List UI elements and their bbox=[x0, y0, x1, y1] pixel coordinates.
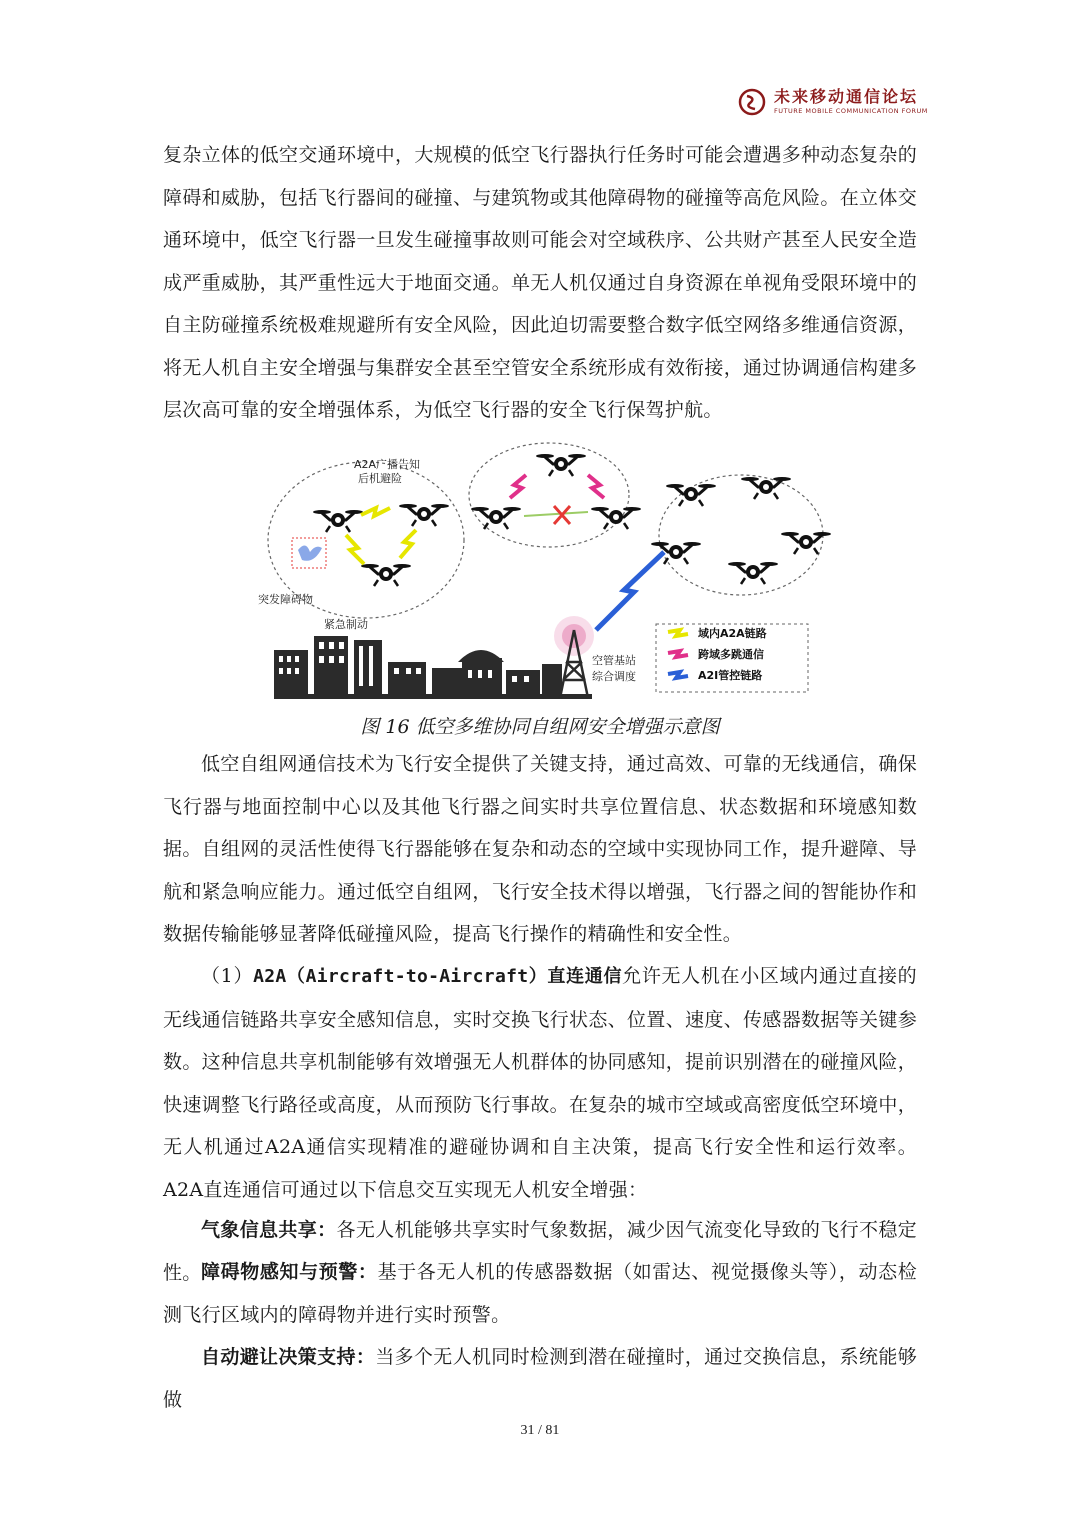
drone-icon bbox=[666, 484, 716, 506]
drone-icon bbox=[399, 504, 449, 526]
label-a2a: A2A广播告知 bbox=[354, 458, 421, 471]
term-a2a: A2A（Aircraft-to-Aircraft）直连通信 bbox=[253, 966, 623, 987]
a2i-link-icon bbox=[596, 552, 664, 630]
legend-a2a-label: 域内A2A链路 bbox=[698, 627, 767, 640]
page-number: 31 / 81 bbox=[520, 1423, 560, 1438]
link-broken-icon bbox=[554, 506, 570, 524]
multihop-link-icon bbox=[510, 475, 526, 498]
logo-title: 未来移动通信论坛 bbox=[774, 87, 919, 107]
paragraph-6 bbox=[163, 1336, 917, 1421]
broken-link-line bbox=[524, 512, 588, 516]
drone-icon bbox=[741, 477, 791, 499]
paragraph-rest: 各无人机能够共享实时气象数据，减少因气流变化导致的飞行不稳定性。 bbox=[163, 1219, 917, 1284]
drone-icon bbox=[781, 532, 831, 554]
a2a-link-icon bbox=[361, 508, 390, 516]
paragraph-text bbox=[163, 955, 917, 1211]
drone-icon bbox=[728, 562, 778, 584]
paragraph-rest: 允许无人机在小区域内通过直接的无线通信链路共享安全感知信息，实时交换飞行状态、位置、速度、传感器数据等关键参数。这种信息共享机制能够有效增强无人机群体的协同感知，提前识别潜在的碰撞风险，快速调整飞行路径或高度，从而预防飞行事故。在复杂的城市空域或高密度低空环境中，无人机通过A2A通信实现精准的避碰协调和自主决策，提高飞行安全性和运行效率。A2A直连通信可通过以下信息交互实现无人机安全增强： bbox=[163, 965, 917, 1201]
multihop-link-icon bbox=[588, 475, 604, 498]
legend-multihop-label: 跨域多跳通信 bbox=[698, 648, 764, 661]
label-station-1: 空管基站 bbox=[592, 654, 636, 667]
legend-a2i-icon bbox=[668, 672, 688, 678]
term-obstacle: 障碍物感知与预警： bbox=[201, 1261, 378, 1283]
list-number: （1） bbox=[201, 965, 254, 987]
city-skyline bbox=[274, 636, 562, 696]
drone-icon bbox=[591, 507, 641, 529]
paragraph-rest: 当多个无人机同时检测到潜在碰撞时，通过交换信息，系统能够做 bbox=[163, 1346, 918, 1411]
term-weather: 气象信息共享： bbox=[201, 1219, 337, 1241]
paragraph-2 bbox=[163, 743, 917, 956]
paragraph-text bbox=[163, 1336, 917, 1421]
drone-icon bbox=[471, 507, 521, 529]
a2a-link-icon bbox=[346, 535, 364, 564]
legend-multihop-icon bbox=[668, 651, 688, 657]
paragraph-text: 低空自组网通信技术为飞行安全提供了关键支持，通过高效、可靠的无线通信，确保飞行器与地面控制中心以及其他飞行器之间实时共享位置信息、状态数据和环境感知数据。自组网的灵活性使得飞行器能够在复杂和动态的空域中实现协同工作，提升避障、导航和紧急响应能力。通过低空自组网，飞行安全技术得以增强，飞行器之间的智能协作和数据传输能够显著降低碰撞风险，提高飞行操作的精确性和安全性。 bbox=[163, 753, 917, 945]
drone-icon bbox=[651, 542, 701, 564]
paragraph-3 bbox=[163, 955, 917, 1211]
legend-a2i-label: A2I管控链路 bbox=[698, 669, 763, 682]
forum-logo-icon bbox=[738, 88, 766, 116]
paragraph-1 bbox=[163, 134, 917, 432]
logo-subtitle: FUTURE MOBILE COMMUNICATION FORUM bbox=[774, 107, 928, 116]
paragraph-5 bbox=[163, 1251, 917, 1336]
term-avoidance: 自动避让决策支持： bbox=[201, 1346, 376, 1368]
label-a2a-2: 后机避险 bbox=[358, 472, 402, 485]
drone-icon bbox=[313, 510, 363, 532]
paragraph-rest: 基于各无人机的传感器数据（如雷达、视觉摄像头等），动态检测飞行区域内的障碍物并进行实时预警。 bbox=[163, 1261, 918, 1326]
drone-icon bbox=[361, 564, 411, 586]
a2a-link-icon bbox=[400, 530, 416, 558]
legend-a2a-icon bbox=[668, 630, 688, 636]
header-logo bbox=[738, 88, 928, 116]
label-station-2: 综合调度 bbox=[592, 670, 636, 683]
bird-obstacle-icon bbox=[298, 545, 322, 560]
paragraph-text: 复杂立体的低空交通环境中，大规模的低空飞行器执行任务时可能会遭遇多种动态复杂的障碍和威胁，包括飞行器间的碰撞、与建筑物或其他障碍物的碰撞等高危风险。在立体交通环境中，低空飞行器一旦发生碰撞事故则可能会对空域秩序、公共财产甚至人民安全造成严重威胁，其严重性远大于地面交通。单无人机仅通过自身资源在单视角受限环境中的自主防碰撞系统极难规避所有安全风险，因此迫切需要整合数字低空网络多维通信资源，将无人机自主安全增强与集群安全甚至空管安全系统形成有效衔接，通过协调通信构建多层次高可靠的安全增强体系，为低空飞行器的安全飞行保驾护航。 bbox=[163, 144, 917, 421]
label-obstacle: 突发障碍物 bbox=[258, 593, 313, 606]
figure-16-diagram bbox=[258, 440, 818, 702]
label-brake: 紧急制动 bbox=[324, 618, 368, 631]
paragraph-text bbox=[163, 1251, 917, 1336]
figure-caption: 图 16 低空多维协同自组网安全增强示意图 bbox=[360, 716, 720, 738]
drone-icon bbox=[536, 454, 586, 476]
